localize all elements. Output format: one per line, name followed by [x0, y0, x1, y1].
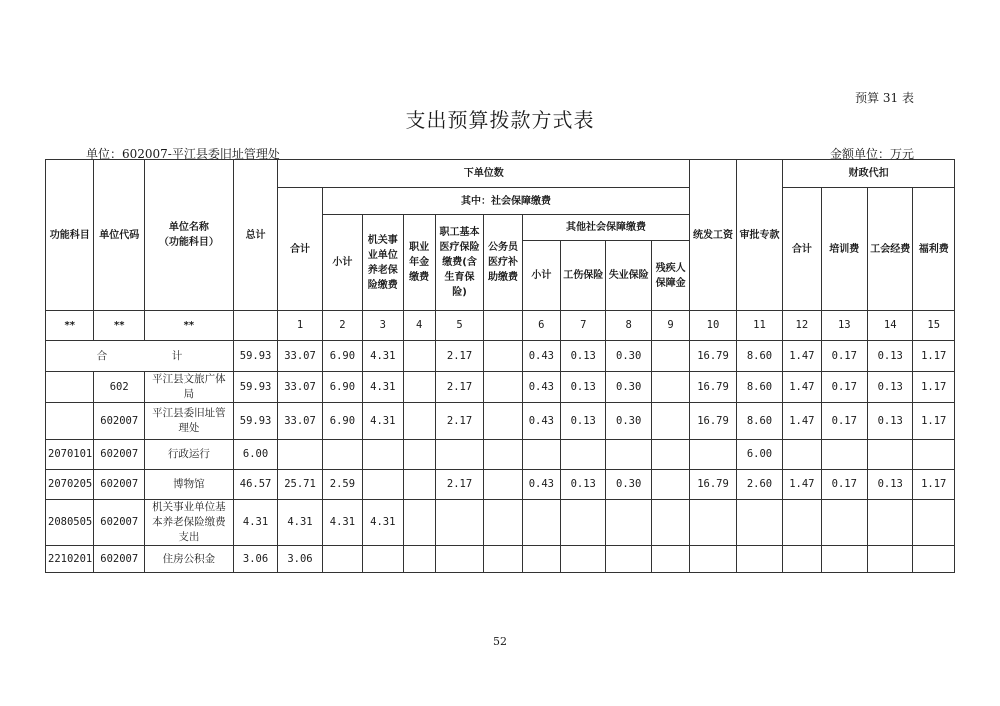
table-row — [46, 546, 955, 573]
row-value-cell: 0.30 — [606, 470, 651, 500]
header-sub-units: 下单位数 — [278, 160, 690, 188]
row-value-cell: 0.13 — [868, 470, 913, 500]
header-name — [144, 160, 233, 311]
row-value-cell — [435, 440, 483, 470]
table-row — [46, 403, 955, 440]
row-value-cell — [363, 546, 403, 573]
row-value-cell — [484, 403, 522, 440]
index-cell: 4 — [403, 311, 435, 341]
row-value-cell — [651, 470, 689, 500]
row-unit-name: 博物馆 — [144, 470, 233, 500]
row-value-cell: 0.13 — [561, 372, 606, 403]
row-value-cell — [913, 546, 955, 573]
row-value-cell — [651, 500, 689, 546]
index-cell — [484, 311, 522, 341]
row-value-cell: 0.30 — [606, 403, 651, 440]
row-unit-code: 602007 — [94, 500, 145, 546]
row-value-cell: 4.31 — [233, 500, 277, 546]
table-row — [46, 470, 955, 500]
row-value-cell: 16.79 — [690, 470, 736, 500]
header-pension — [363, 215, 403, 311]
header-approved: 审批专款 — [736, 160, 782, 311]
total-cell: 33.07 — [278, 341, 322, 372]
row-unit-code: 602007 — [94, 403, 145, 440]
row-unit-name: 行政运行 — [144, 440, 233, 470]
total-cell: 0.13 — [561, 341, 606, 372]
row-value-cell — [403, 500, 435, 546]
row-value-cell: 0.17 — [821, 403, 867, 440]
row-value-cell: 0.13 — [868, 403, 913, 440]
index-cell: 8 — [606, 311, 651, 341]
row-value-cell — [783, 500, 821, 546]
index-cell: 15 — [913, 311, 955, 341]
row-value-cell: 0.43 — [522, 372, 560, 403]
header-disabled-l2: 保障金 — [655, 277, 686, 289]
row-value-cell — [736, 546, 782, 573]
row-value-cell: 0.30 — [606, 372, 651, 403]
header-medical-l5: 险) — [452, 287, 467, 298]
header-pension-l4: 险缴费 — [367, 279, 398, 291]
row-func-code — [46, 372, 94, 403]
row-value-cell: 16.79 — [690, 372, 736, 403]
row-value-cell: 33.07 — [278, 403, 322, 440]
row-value-cell — [561, 440, 606, 470]
row-unit-name: 机关事业单位基本养老保险缴费支出 — [144, 500, 233, 546]
row-value-cell — [651, 546, 689, 573]
table-reference-label: 预算 31 表 — [855, 91, 914, 105]
row-value-cell: 1.17 — [913, 372, 955, 403]
row-value-cell: 2.59 — [322, 470, 362, 500]
row-value-cell — [606, 546, 651, 573]
header-civil-l2: 医疗补 — [487, 257, 518, 268]
row-value-cell: 33.07 — [278, 372, 322, 403]
row-value-cell — [522, 440, 560, 470]
row-value-cell — [363, 440, 403, 470]
row-value-cell — [403, 470, 435, 500]
page-title: 支出预算拨款方式表 — [405, 108, 595, 132]
table-row — [46, 372, 955, 403]
total-cell: 16.79 — [690, 341, 736, 372]
row-value-cell: 8.60 — [736, 372, 782, 403]
row-value-cell: 4.31 — [363, 403, 403, 440]
total-label-a: 合 — [96, 349, 108, 362]
row-unit-name: 平江县委旧址管理处 — [144, 403, 233, 440]
unit-label: 单位：602007-平江县委旧址管理处 — [86, 147, 280, 161]
index-cell: 5 — [435, 311, 483, 341]
header-fiscal: 财政代扣 — [783, 160, 955, 188]
row-value-cell — [651, 440, 689, 470]
header-other-subtotal: 小计 — [522, 241, 560, 311]
row-value-cell: 2.17 — [435, 470, 483, 500]
row-func-code — [46, 403, 94, 440]
row-value-cell — [403, 546, 435, 573]
header-pension-l3: 养老保 — [367, 264, 398, 276]
index-cell: 13 — [821, 311, 867, 341]
index-cell: 9 — [651, 311, 689, 341]
index-cell: 11 — [736, 311, 782, 341]
row-value-cell: 0.13 — [561, 403, 606, 440]
row-value-cell: 1.47 — [783, 470, 821, 500]
row-value-cell — [868, 440, 913, 470]
row-value-cell: 4.31 — [278, 500, 322, 546]
header-annuity-l3: 缴费 — [409, 272, 430, 283]
total-cell: 0.13 — [868, 341, 913, 372]
total-cell: 0.30 — [606, 341, 651, 372]
header-medical-l3: 缴费(含 — [442, 257, 477, 268]
row-value-cell — [690, 500, 736, 546]
budget-table — [45, 159, 955, 573]
row-value-cell — [651, 403, 689, 440]
row-value-cell — [322, 440, 362, 470]
row-func-code: 2070101 — [46, 440, 94, 470]
row-value-cell: 8.60 — [736, 403, 782, 440]
row-unit-code: 602007 — [94, 546, 145, 573]
header-disabled-l1: 残疾人 — [655, 262, 686, 274]
row-value-cell: 2.60 — [736, 470, 782, 500]
row-value-cell: 1.47 — [783, 403, 821, 440]
row-value-cell — [403, 372, 435, 403]
row-value-cell: 2.17 — [435, 372, 483, 403]
header-other-social: 其他社会保障缴费 — [522, 215, 690, 241]
header-name-line1: 单位名称 — [168, 222, 209, 233]
header-name-line2: （功能科目） — [158, 237, 219, 248]
row-value-cell — [821, 500, 867, 546]
row-value-cell — [606, 500, 651, 546]
header-annuity — [403, 215, 435, 311]
row-value-cell: 1.47 — [783, 372, 821, 403]
index-cell: 3 — [363, 311, 403, 341]
row-value-cell: 46.57 — [233, 470, 277, 500]
total-cell: 0.17 — [821, 341, 867, 372]
header-code: 单位代码 — [94, 160, 145, 311]
index-cell: 10 — [690, 311, 736, 341]
row-value-cell: 59.93 — [233, 403, 277, 440]
row-value-cell: 3.06 — [278, 546, 322, 573]
header-pension-l1: 机关事 — [367, 234, 398, 246]
total-cell: 1.17 — [913, 341, 955, 372]
index-cell — [233, 311, 277, 341]
row-value-cell — [690, 440, 736, 470]
index-cell: 2 — [322, 311, 362, 341]
table-row — [46, 500, 955, 546]
row-value-cell: 0.17 — [821, 372, 867, 403]
row-value-cell — [484, 372, 522, 403]
row-value-cell: 0.13 — [868, 372, 913, 403]
header-annuity-l1: 职业 — [409, 242, 430, 253]
row-value-cell: 0.13 — [561, 470, 606, 500]
header-medical-l2: 医疗保险 — [439, 242, 480, 253]
total-row — [46, 341, 955, 372]
row-value-cell: 6.00 — [736, 440, 782, 470]
row-value-cell — [690, 546, 736, 573]
row-value-cell — [868, 546, 913, 573]
row-value-cell — [522, 500, 560, 546]
total-cell: 6.90 — [322, 341, 362, 372]
row-unit-name: 住房公积金 — [144, 546, 233, 573]
row-value-cell: 16.79 — [690, 403, 736, 440]
row-value-cell — [435, 546, 483, 573]
row-value-cell — [435, 500, 483, 546]
row-value-cell — [606, 440, 651, 470]
total-cell — [651, 341, 689, 372]
row-value-cell — [322, 546, 362, 573]
header-training: 培训费 — [821, 188, 867, 311]
row-value-cell: 1.17 — [913, 403, 955, 440]
index-cell: 7 — [561, 311, 606, 341]
index-cell: 1 — [278, 311, 322, 341]
row-value-cell — [484, 440, 522, 470]
row-value-cell: 59.93 — [233, 372, 277, 403]
row-value-cell — [821, 546, 867, 573]
row-value-cell — [484, 470, 522, 500]
row-func-code: 2070205 — [46, 470, 94, 500]
header-medical-l4: 生育保 — [444, 272, 475, 283]
header-civil-l1: 公务员 — [487, 242, 518, 253]
row-value-cell: 6.90 — [322, 403, 362, 440]
row-value-cell — [868, 500, 913, 546]
row-value-cell: 0.17 — [821, 470, 867, 500]
row-value-cell — [913, 440, 955, 470]
row-value-cell — [913, 500, 955, 546]
row-value-cell: 6.00 — [233, 440, 277, 470]
total-cell: 0.43 — [522, 341, 560, 372]
total-cell — [403, 341, 435, 372]
total-cell: 59.93 — [233, 341, 277, 372]
header-civil-l3: 助缴费 — [487, 272, 518, 283]
page-number: 52 — [493, 635, 507, 648]
row-func-code: 2080505 — [46, 500, 94, 546]
row-unit-name: 平江县文旅广体局 — [144, 372, 233, 403]
header-civil — [484, 215, 522, 311]
row-value-cell: 2.17 — [435, 403, 483, 440]
row-value-cell — [561, 500, 606, 546]
row-value-cell — [736, 500, 782, 546]
row-value-cell — [522, 546, 560, 573]
table-row — [46, 440, 955, 470]
header-medical-l1: 职工基本 — [439, 227, 480, 238]
total-label-b: 计 — [171, 349, 183, 362]
row-value-cell — [783, 546, 821, 573]
total-cell: 2.17 — [435, 341, 483, 372]
row-value-cell: 3.06 — [233, 546, 277, 573]
total-cell: 1.47 — [783, 341, 821, 372]
index-cell: ** — [46, 311, 94, 341]
index-cell: ** — [144, 311, 233, 341]
row-value-cell — [278, 440, 322, 470]
row-value-cell — [651, 372, 689, 403]
header-unified-pay: 统发工资 — [690, 160, 736, 311]
header-welfare: 福利费 — [913, 188, 955, 311]
header-annuity-l2: 年金 — [409, 257, 430, 268]
money-unit-label: 金额单位：万元 — [829, 147, 914, 161]
header-subtotal: 小计 — [322, 215, 362, 311]
row-value-cell: 25.71 — [278, 470, 322, 500]
row-value-cell — [403, 440, 435, 470]
header-func: 功能科目 — [46, 160, 94, 311]
header-sum: 合计 — [278, 188, 322, 311]
header-fiscal-sum: 合计 — [783, 188, 821, 311]
total-cell: 8.60 — [736, 341, 782, 372]
row-value-cell: 4.31 — [363, 372, 403, 403]
index-cell: 6 — [522, 311, 560, 341]
header-medical — [435, 215, 483, 311]
row-unit-code: 602007 — [94, 440, 145, 470]
row-value-cell — [821, 440, 867, 470]
total-cell: 4.31 — [363, 341, 403, 372]
row-unit-code: 602007 — [94, 470, 145, 500]
row-value-cell: 4.31 — [322, 500, 362, 546]
row-value-cell — [783, 440, 821, 470]
row-value-cell: 1.17 — [913, 470, 955, 500]
row-func-code: 2210201 — [46, 546, 94, 573]
row-value-cell: 0.43 — [522, 403, 560, 440]
index-cell: 14 — [868, 311, 913, 341]
row-value-cell — [403, 403, 435, 440]
row-value-cell — [561, 546, 606, 573]
header-unemployment: 失业保险 — [606, 241, 651, 311]
row-value-cell: 6.90 — [322, 372, 362, 403]
header-social: 其中：社会保障缴费 — [322, 188, 690, 215]
index-cell: ** — [94, 311, 145, 341]
row-value-cell — [484, 546, 522, 573]
total-label — [46, 341, 234, 372]
row-value-cell: 0.43 — [522, 470, 560, 500]
row-value-cell — [484, 500, 522, 546]
total-cell — [484, 341, 522, 372]
header-union: 工会经费 — [868, 188, 913, 311]
header-injury: 工伤保险 — [561, 241, 606, 311]
index-row — [46, 311, 955, 341]
header-pension-l2: 业单位 — [367, 249, 398, 261]
index-cell: 12 — [783, 311, 821, 341]
row-value-cell — [363, 470, 403, 500]
header-disabled — [651, 241, 689, 311]
header-total: 总计 — [233, 160, 277, 311]
row-value-cell: 4.31 — [363, 500, 403, 546]
row-unit-code: 602 — [94, 372, 145, 403]
